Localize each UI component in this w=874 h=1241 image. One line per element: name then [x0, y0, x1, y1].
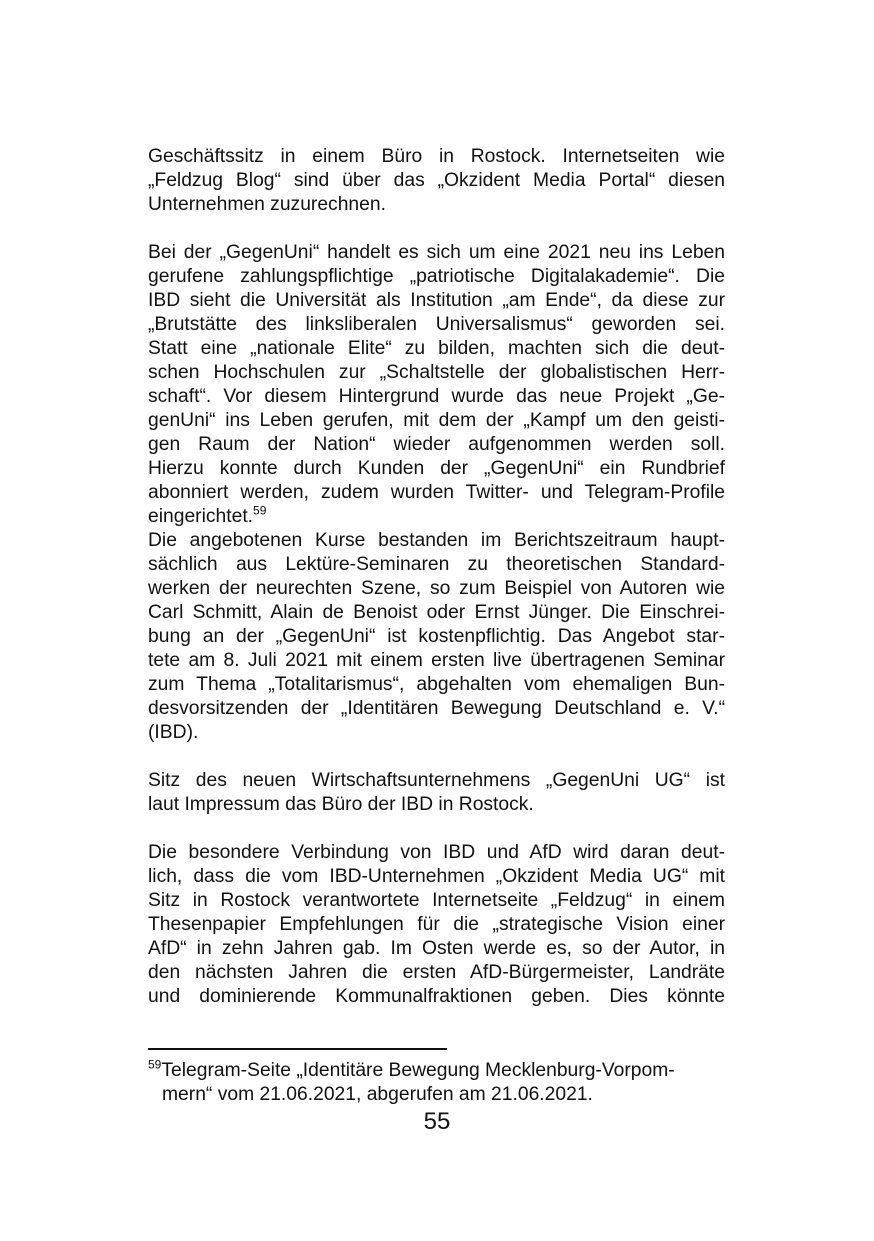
text-line: werken der neurechten Szene, so zum Beispiel von Autoren wie [148, 578, 725, 599]
footnote-text: Telegram-Seite „Identitäre Bewegung Mecklenburg-Vorpom- [161, 1060, 675, 1081]
text-line-content: eingerichtet. [148, 506, 254, 527]
text-line: Geschäftssitz in einem Büro in Rostock. Internetseiten wie [148, 146, 725, 167]
text-line: Bei der „GegenUni“ handelt es sich um eine 2021 neu ins Leben [148, 242, 725, 263]
text-line: „Brutstätte des linksliberalen Universalismus“ geworden sei. [148, 314, 725, 335]
paragraph-2 [148, 241, 725, 529]
footnote-divider [148, 1048, 447, 1050]
text-line: gen Raum der Nation“ wieder aufgenommen werden soll. [148, 434, 725, 455]
paragraph-1 [148, 145, 725, 217]
text-line: Sitz in Rostock verantwortete Internetseite „Feldzug“ in einem [148, 890, 725, 911]
footnote-line [148, 1059, 725, 1083]
text-line: und dominierende Kommunalfraktionen geben. Dies könnte [148, 986, 725, 1007]
text-line: Die besondere Verbindung von IBD und AfD wird daran deut- [148, 842, 725, 863]
text-line: bung an der „GegenUni“ ist kostenpflichtig. Das Angebot star- [148, 626, 725, 647]
text-line: AfD“ in zehn Jahren gab. Im Osten werde es, so der Autor, in [148, 938, 725, 959]
footnote-reference[interactable]: 59 [253, 503, 267, 518]
text-line: desvorsitzenden der „Identitären Bewegung Deutschland e. V.“ [148, 698, 725, 719]
body-text [148, 145, 725, 1009]
text-line: gerufene zahlungspflichtige „patriotische Digitalakademie“. Die [148, 266, 725, 287]
text-line: „Feldzug Blog“ sind über das „Okzident Media Portal“ diesen [148, 170, 725, 191]
page-number: 55 [423, 1108, 451, 1135]
text-line: Thesenpapier Empfehlungen für die „strategische Vision einer [148, 914, 725, 935]
text-line: (IBD). [148, 722, 199, 743]
text-line: genUni“ ins Leben gerufen, mit dem der „Kampf um den geisti- [148, 410, 725, 431]
text-line: zum Thema „Totalitarismus“, abgehalten vom ehemaligen Bun- [148, 674, 725, 695]
text-line: sächlich aus Lektüre-Seminaren zu theoretischen Standard- [148, 554, 725, 575]
text-line: Sitz des neuen Wirtschaftsunternehmens „GegenUni UG“ ist [148, 770, 725, 791]
text-line: Die angebotenen Kurse bestanden im Berichtszeitraum haupt- [148, 530, 725, 551]
text-line: laut Impressum das Büro der IBD in Rostock. [148, 794, 534, 815]
text-line: Carl Schmitt, Alain de Benoist oder Ernst Jünger. Die Einschrei- [148, 602, 725, 623]
paragraph-4 [148, 769, 725, 817]
paragraph-5 [148, 841, 725, 1009]
text-line: schen Hochschulen zur „Schaltstelle der globalistischen Herr- [148, 362, 725, 383]
text-line: IBD sieht die Universität als Institution „am Ende“, da diese zur [148, 290, 725, 311]
text-line: den nächsten Jahren die ersten AfD-Bürgermeister, Landräte [148, 962, 725, 983]
footnote-59 [148, 1059, 725, 1107]
footnote-number: 59 [148, 1057, 162, 1072]
text-line [148, 505, 725, 529]
text-line: tete am 8. Juli 2021 mit einem ersten live übertragenen Seminar [148, 650, 725, 671]
text-line: Statt eine „nationale Elite“ zu bilden, machten sich die deut- [148, 338, 725, 359]
paragraph-3 [148, 529, 725, 745]
text-line: Unternehmen zuzurechnen. [148, 194, 386, 215]
text-line: Hierzu konnte durch Kunden der „GegenUni“ ein Rundbrief [148, 458, 725, 479]
text-line: abonniert werden, zudem wurden Twitter- und Telegram-Profile [148, 482, 725, 503]
footnote-line: mern“ vom 21.06.2021, abgerufen am 21.06.2021. [162, 1084, 593, 1105]
text-line: lich, dass die vom IBD-Unternehmen „Okzident Media UG“ mit [148, 866, 725, 887]
text-line: schaft“. Vor diesem Hintergrund wurde das neue Projekt „Ge- [148, 386, 725, 407]
